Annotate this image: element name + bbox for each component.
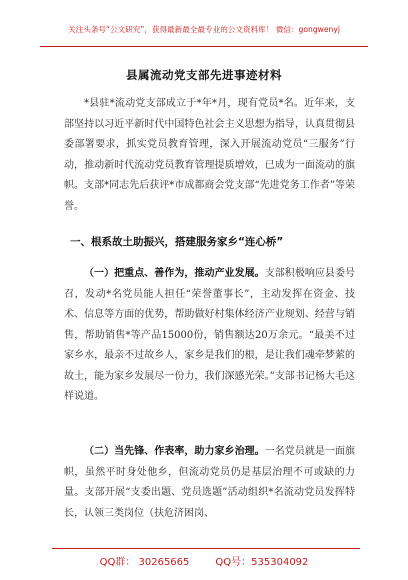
section-heading-1: 一、根系故土助振兴，搭建服务家乡“连心桥” (70, 236, 284, 248)
paragraph-governance (64, 442, 355, 524)
footer-qq-number: QQ号：535304092 (215, 557, 309, 568)
footer-qq-group: QQ群： 30265665 (99, 557, 190, 568)
footer-divider (52, 548, 360, 549)
page-header (0, 0, 408, 56)
header-promo-text: 关注头条号“公文研究”，获得最新最全最专业的公文资料库！ 微信：gongwenyj (68, 25, 340, 34)
footer-contact (0, 553, 408, 568)
paragraph-body-industry: 支部积极响应县委号召，发动*名党员能人担任“荣誉董事长”，主动发挥在资金、技术、信息等方面的优势，帮助做好村集体经济产业规划、经营与销售，帮助销售*等产品15000份，销售额达20万余元。“最美不过家乡水，最亲不过故乡人，家乡是我们的根，是让我们魂牵梦萦的故土，能为家乡发展尽一份力，我们深感光荣。”支部书记杨大毛这样说道。 (64, 268, 356, 402)
header-divider (40, 46, 368, 47)
paragraph-industry (64, 264, 355, 408)
document-title: 县属流动党支部先进事迹材料 (126, 68, 282, 82)
page-footer (0, 548, 408, 580)
paragraph-body-governance: 一名党员就是一面旗帜，虽然平时身处他乡，但流动党员仍是基层治理不可或缺的力量。支部开展“支委出题、党员选题”活动组织*名流动党员发挥特长，认领三类岗位（扶危济困岗、 (64, 446, 356, 519)
paragraph-lead-industry: （一）把重点、善作为，推动产业发展。 (84, 268, 265, 279)
paragraph-intro: *县驻*流动党支部成立于*年*月，现有党员*名。近年来，支部坚持以习近平新时代中国特色社会主义思想为指导，认真贯彻县委部署要求，抓实党员教育管理，深入开展流动党员“三服务”行动，推动新时代流动党员教育管理提质增效，已成为一面流动的旗帜。支部*同志先后获评*市成都商会党支部“先进党务工作者”等荣誉。 (64, 98, 355, 212)
paragraph-lead-governance: （二）当先锋、作表率，助力家乡治理。 (84, 446, 265, 457)
